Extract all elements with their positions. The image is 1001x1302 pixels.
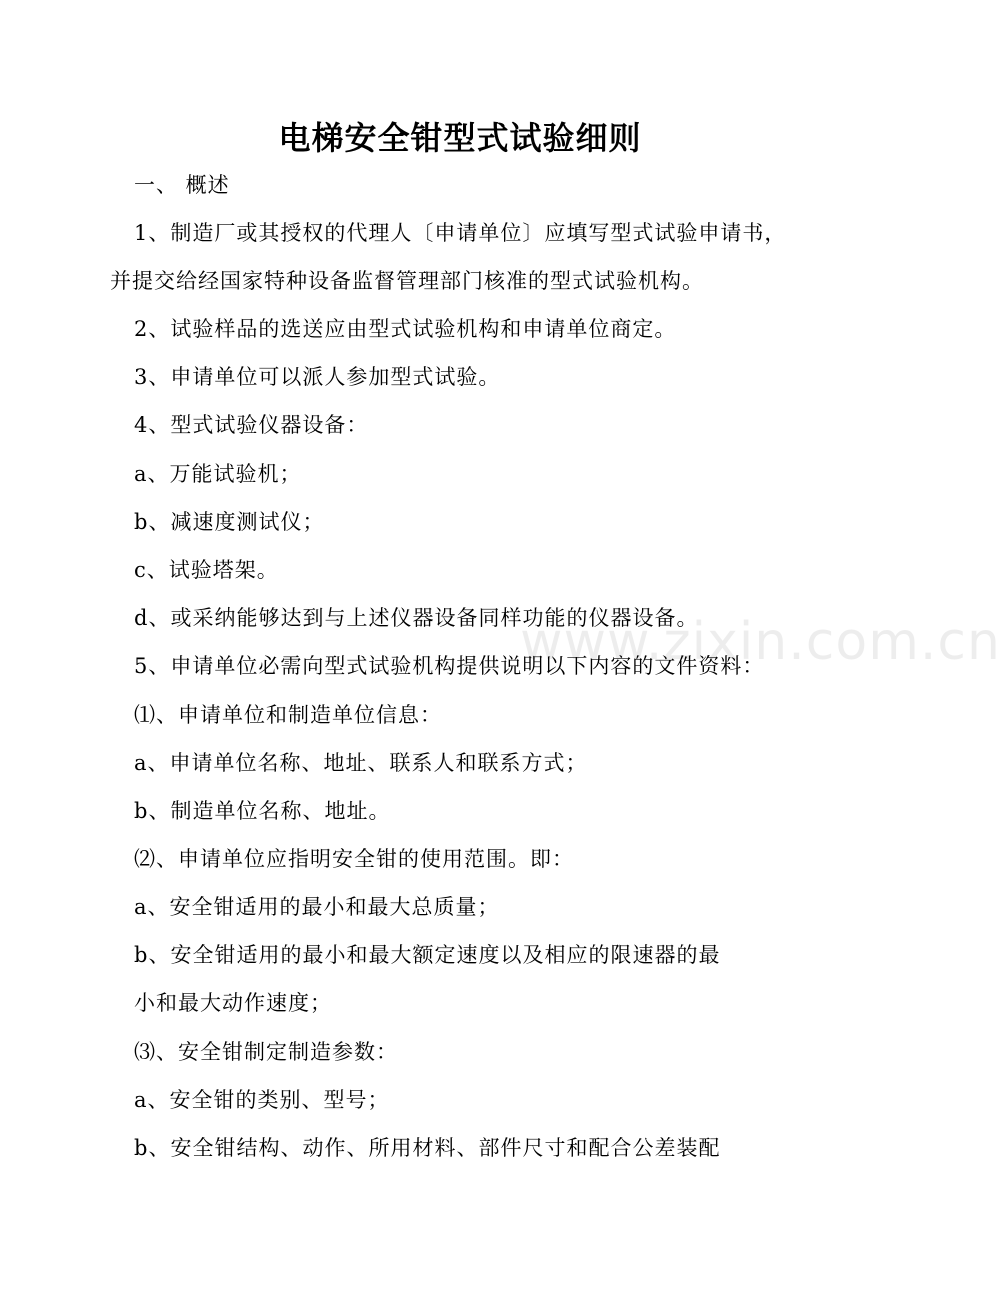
list-item: a、万能试验机；	[134, 462, 302, 486]
list-item: a、申请单位名称、地址、联系人和联系方式；	[134, 751, 588, 775]
watermark: www.zixin.com.cn	[520, 612, 1001, 672]
list-item: d、或采纳能够达到与上述仪器设备同样功能的仪器设备。	[134, 606, 699, 630]
paragraph-line: 1、制造厂或其授权的代理人〔申请单位〕应填写型式试验申请书，	[134, 221, 787, 245]
list-item: b、安全钳结构、动作、所用材料、部件尺寸和配合公差装配	[134, 1136, 721, 1160]
paragraph-line: 5、申请单位必需向型式试验机构提供说明以下内容的文件资料：	[134, 654, 765, 678]
list-item: c、试验塔架。	[134, 558, 279, 582]
list-item: b、安全钳适用的最小和最大额定速度以及相应的限速器的最	[134, 943, 721, 967]
list-item: a、安全钳的类别、型号；	[134, 1088, 390, 1112]
paragraph-line: 3、申请单位可以派人参加型式试验。	[134, 365, 501, 389]
list-item: b、制造单位名称、地址。	[134, 799, 391, 823]
list-item-continuation: 小和最大动作速度；	[134, 991, 332, 1015]
paragraph-line: 2、试验样品的选送应由型式试验机构和申请单位商定。	[134, 317, 677, 341]
paragraph-line: 并提交给经国家特种设备监督管理部门核准的型式试验机构。	[110, 269, 704, 293]
list-item: a、安全钳适用的最小和最大总质量；	[134, 895, 500, 919]
paragraph-line: 4、型式试验仪器设备：	[134, 413, 369, 437]
document-title: 电梯安全钳型式试验细则	[278, 119, 642, 157]
section-heading-overview: 一、 概述	[134, 173, 230, 197]
list-item: b、减速度测试仪；	[134, 510, 325, 534]
subsection-heading: ⑴、申请单位和制造单位信息：	[134, 703, 442, 727]
subsection-heading: ⑵、申请单位应指明安全钳的使用范围。即：	[134, 847, 574, 871]
subsection-heading: ⑶、安全钳制定制造参数：	[134, 1040, 398, 1064]
